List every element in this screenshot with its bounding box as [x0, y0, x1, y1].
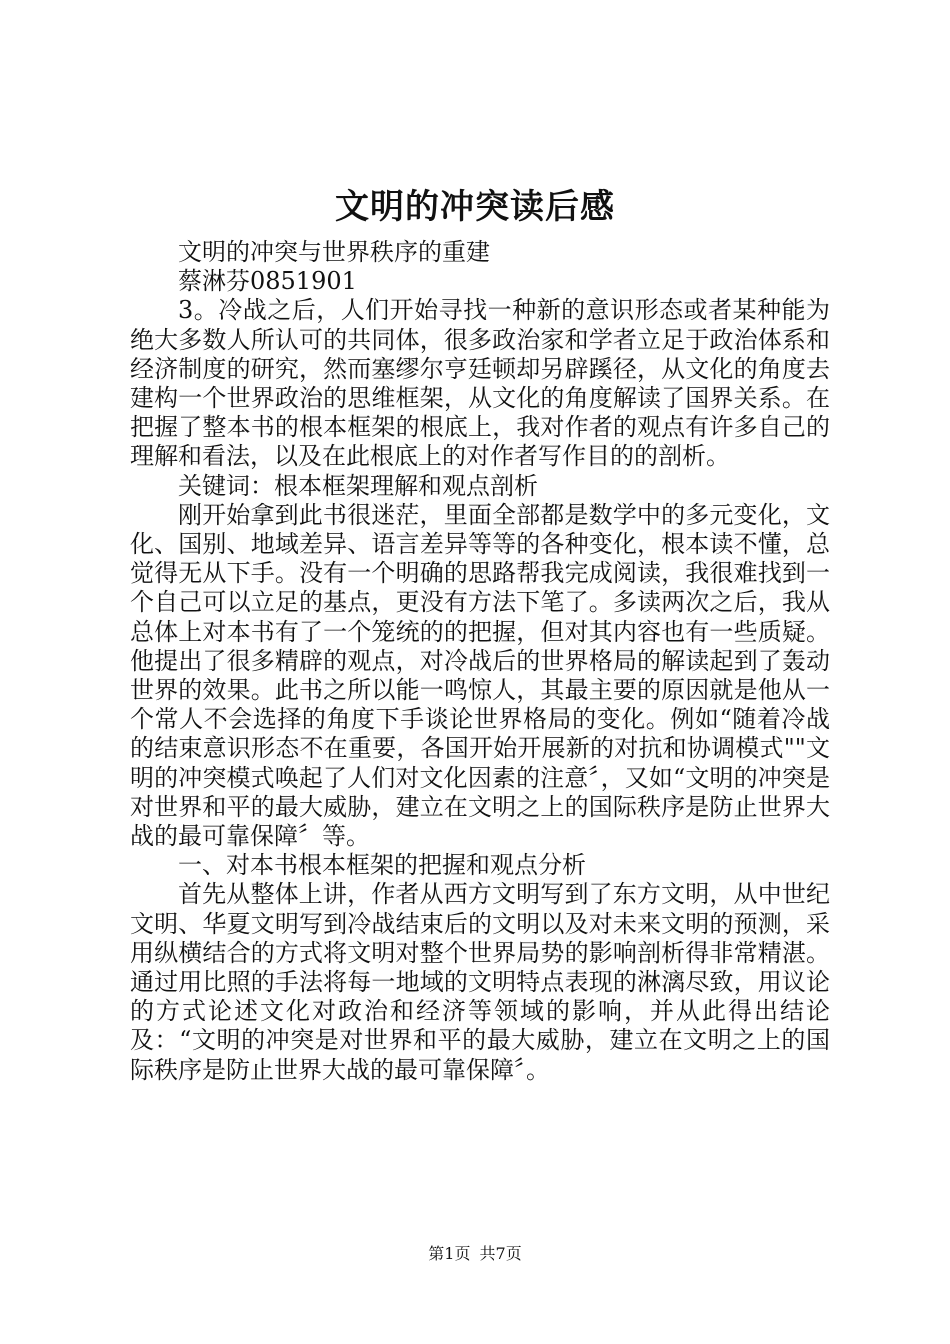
document-body — [130, 238, 830, 1085]
body-paragraph: 刚开始拿到此书很迷茫，里面全部都是数学中的多元变化，文化、国别、地域差异、语言差异等等的各种变化，根本读不懂，总觉得无从下手。没有一个明确的思路帮我完成阅读，我很难找到一个自己可以立足的基点，更没有方法下笔了。多读两次之后，我从总体上对本书有了一个笼统的的把握，但对其内容也有一些质疑。他提出了很多精辟的观点，对冷战后的世界格局的解读起到了轰动世界的效果。此书之所以能一鸣惊人，其最主要的原因就是他从一个常人不会选择的角度下手谈论世界格局的变化。例如“随着冷战的结束意识形态不在重要，各国开始开展新的对抗和协调模式""文明的冲突模式唤起了人们对文化因素的注意〞，又如“文明的冲突是对世界和平的最大威胁，建立在文明之上的国际秩序是防止世界大战的最可靠保障〞等。 — [130, 500, 830, 851]
page-number: 第1页 — [428, 1244, 471, 1263]
body-paragraph: 3。冷战之后，人们开始寻找一种新的意识形态或者某种能为绝大多数人所认可的共同体，很多政治家和学者立足于政治体系和经济制度的研究，然而塞缪尔亨廷顿却另辟蹊径，从文化的角度去建构一个世界政治的思维框架，从文化的角度解读了国界关系。在把握了整本书的根本框架的根底上，我对作者的观点有许多自己的理解和看法，以及在此根底上的对作者写作目的的剖析。 — [130, 296, 830, 471]
page-total: 共7页 — [479, 1244, 522, 1263]
keywords-paragraph: 关键词：根本框架理解和观点剖析 — [178, 471, 538, 500]
subtitle-paragraph: 文明的冲突与世界秩序的重建 — [178, 238, 490, 266]
section-heading: 一、对本书根本框架的把握和观点分析 — [178, 851, 586, 880]
page-footer — [0, 1244, 950, 1264]
author-paragraph: 蔡淋芬0851901 — [178, 267, 357, 296]
document-title: 文明的冲突读后感 — [335, 187, 615, 227]
body-paragraph: 首先从整体上讲，作者从西方文明写到了东方文明，从中世纪文明、华夏文明写到冷战结束后的文明以及对未来文明的预测，采用纵横结合的方式将文明对整个世界局势的影响剖析得非常精湛。通过用比照的手法将每一地域的文明特点表现的淋漓尽致，用议论的方式论述文化对政治和经济等领域的影响，并从此得出结论及：“文明的冲突是对世界和平的最大威胁，建立在文明之上的国际秩序是防止世界大战的最可靠保障〞。 — [130, 880, 830, 1084]
